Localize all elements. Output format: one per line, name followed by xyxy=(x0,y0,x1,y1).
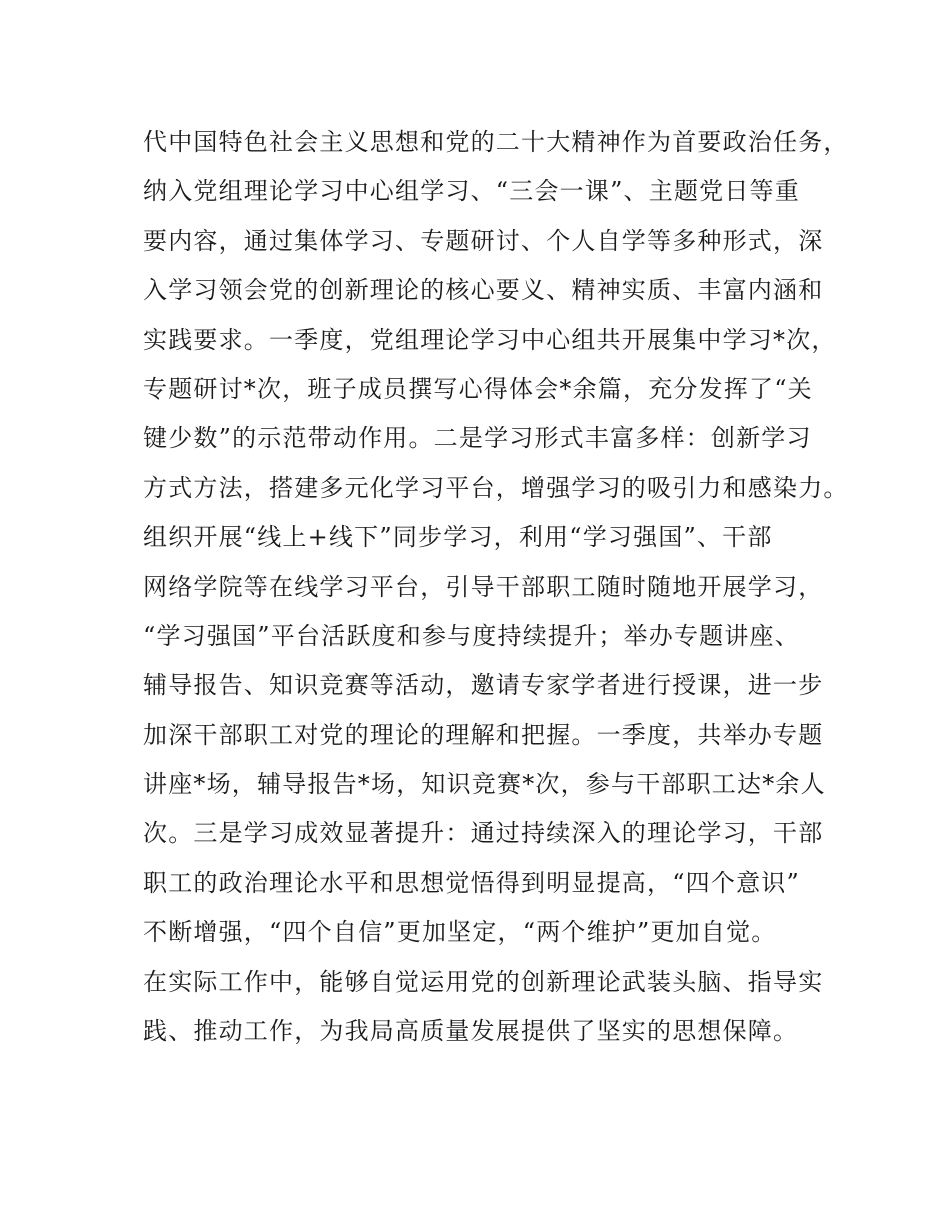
text-line: 践、推动工作，为我局高质量发展提供了坚实的思想保障。 xyxy=(143,1017,799,1046)
text-line: 次。三是学习成效显著提升：通过持续深入的理论学习，干部 xyxy=(143,819,824,848)
text-line: “学习强国”平台活跃度和参与度持续提升；举办专题讲座、 xyxy=(143,621,800,650)
text-line: 在实际工作中，能够自觉运用党的创新理论武装头脑、指导实 xyxy=(143,967,824,996)
text-line: 纳入党组理论学习中心组学习、“三会一课”、主题党日等重 xyxy=(143,177,800,206)
body-paragraph xyxy=(143,118,849,1056)
text-line: 不断增强，“四个自信”更加坚定，“两个维护”更加自觉。 xyxy=(143,918,777,947)
text-line: 方式方法，搭建多元化学习平台，增强学习的吸引力和感染力。 xyxy=(143,473,849,502)
text-line: 加深干部职工对党的理论的理解和把握。一季度，共举办专题 xyxy=(143,720,824,749)
text-line: 要内容，通过集体学习、专题研讨、个人自学等多种形式，深 xyxy=(143,226,824,255)
text-line: 组织开展“线上+线下”同步学习，利用“学习强国”、干部 xyxy=(143,523,773,552)
text-line: 讲座*场，辅导报告*场，知识竞赛*次，参与干部职工达*余人 xyxy=(143,770,826,799)
text-line: 专题研讨*次，班子成员撰写心得体会*余篇，充分发挥了“关 xyxy=(143,374,813,403)
text-line: 网络学院等在线学习平台，引导干部职工随时随地开展学习， xyxy=(143,572,824,601)
text-line: 代中国特色社会主义思想和党的二十大精神作为首要政治任务， xyxy=(143,128,849,156)
text-line: 键少数”的示范带动作用。二是学习形式丰富多样：创新学习 xyxy=(143,424,812,453)
text-line: 实践要求。一季度，党组理论学习中心组共开展集中学习*次， xyxy=(143,325,837,354)
text-line: 辅导报告、知识竞赛等活动，邀请专家学者进行授课，进一步 xyxy=(143,671,824,700)
text-line: 入学习领会党的创新理论的核心要义、精神实质、丰富内涵和 xyxy=(143,276,824,305)
text-line: 职工的政治理论水平和思想觉悟得到明显提高，“四个意识” xyxy=(143,868,800,897)
